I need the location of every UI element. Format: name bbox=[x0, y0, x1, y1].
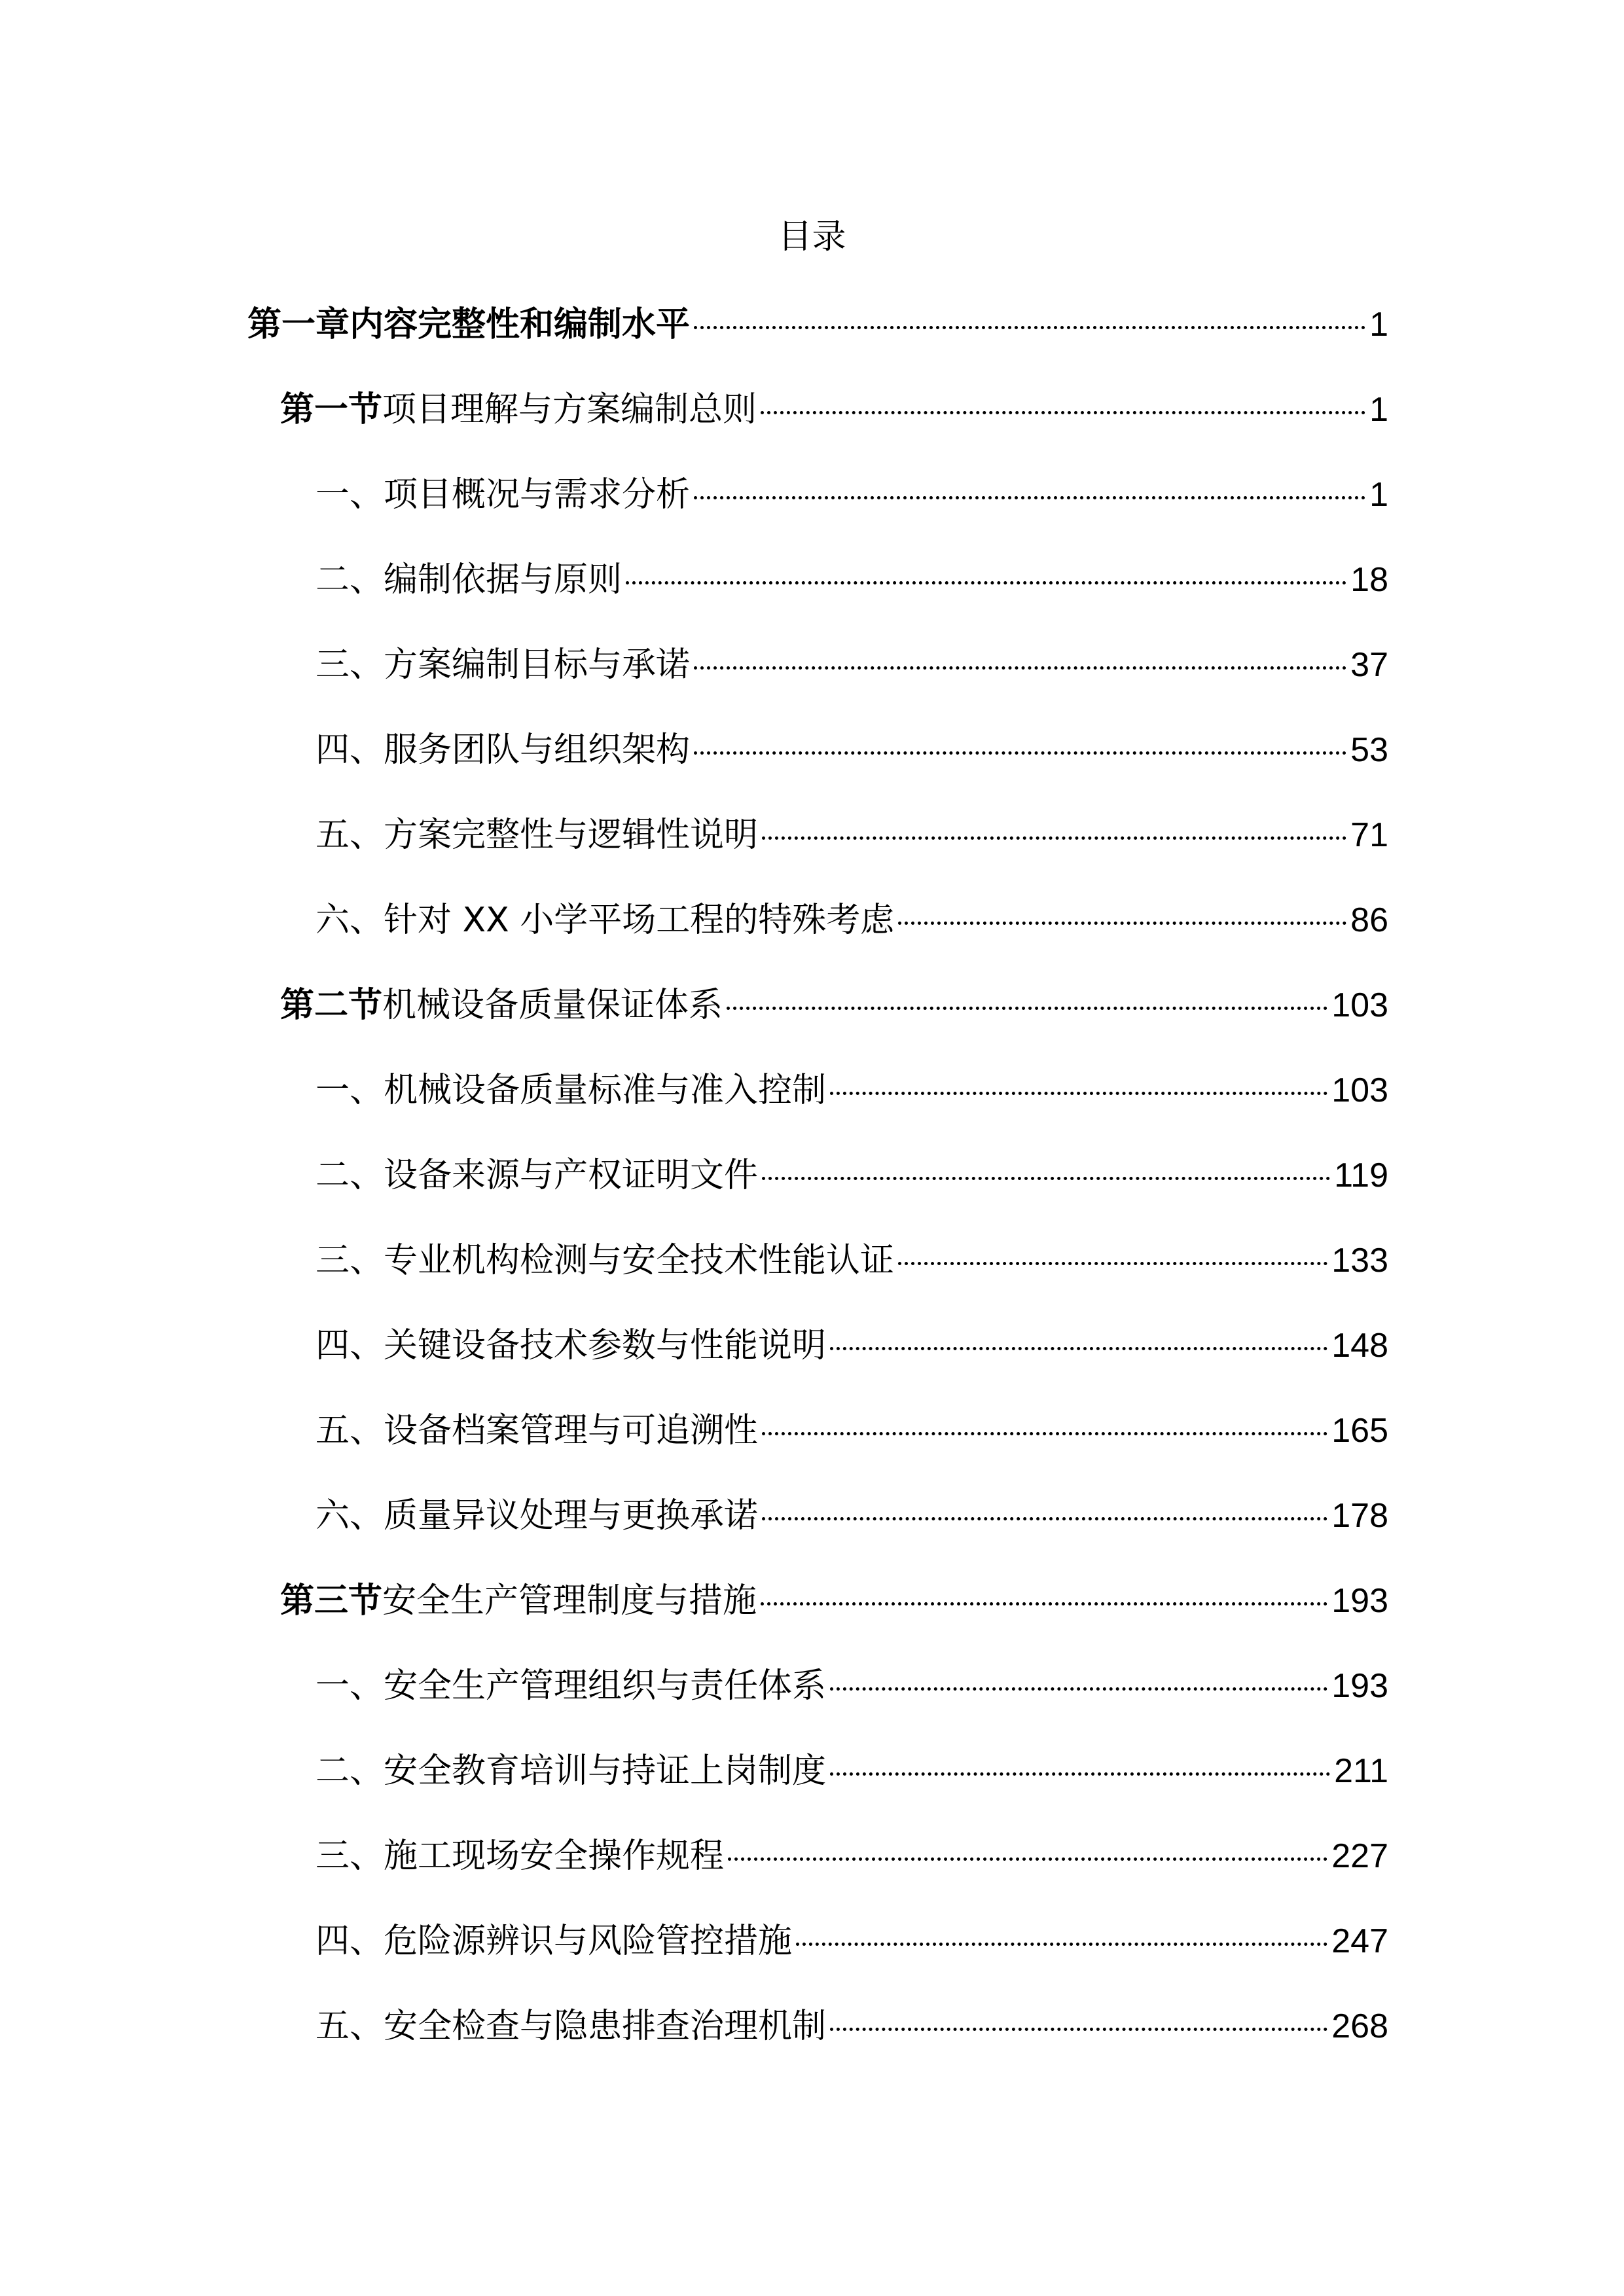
toc-page-number: 1 bbox=[1369, 476, 1388, 514]
toc-entry[interactable] bbox=[316, 1741, 1388, 1801]
toc-entry[interactable] bbox=[316, 1486, 1388, 1546]
toc-entry-title: 四、关键设备技术参数与性能说明 bbox=[316, 1326, 827, 1365]
toc-entry-title: 一、机械设备质量标准与准入控制 bbox=[316, 1071, 827, 1110]
toc-section-prefix: 第一节 bbox=[280, 390, 383, 429]
toc-entry[interactable] bbox=[316, 465, 1388, 525]
toc-page-number: 148 bbox=[1331, 1327, 1388, 1365]
toc-dot-leader bbox=[694, 496, 1365, 499]
toc-entry[interactable] bbox=[316, 1911, 1388, 1971]
toc-dot-leader bbox=[626, 581, 1346, 584]
toc-dot-leader bbox=[761, 411, 1365, 414]
toc-entry-title: 六、质量异议处理与更换承诺 bbox=[316, 1496, 759, 1535]
toc-page-number: 18 bbox=[1350, 561, 1388, 599]
toc-dot-leader bbox=[762, 836, 1346, 840]
toc-entry[interactable] bbox=[316, 1316, 1388, 1376]
toc-dot-leader bbox=[694, 326, 1365, 329]
toc-entry[interactable] bbox=[316, 890, 1388, 950]
toc-page-number: 193 bbox=[1331, 1667, 1388, 1705]
toc-entry-title: 安全生产管理制度与措施 bbox=[382, 1581, 757, 1621]
toc-page-number: 178 bbox=[1331, 1497, 1388, 1535]
toc-dot-leader bbox=[830, 1772, 1330, 1776]
toc-page-number: 247 bbox=[1331, 1922, 1388, 1960]
toc-entry-title: 五、安全检查与隐患排查治理机制 bbox=[316, 2007, 827, 2046]
toc-dot-leader bbox=[830, 2028, 1327, 2031]
toc-section-prefix: 第二节 bbox=[280, 986, 383, 1025]
toc-entry-title: 三、专业机构检测与安全技术性能认证 bbox=[316, 1241, 895, 1280]
toc-entry-title: 五、设备档案管理与可追溯性 bbox=[316, 1411, 759, 1450]
toc-entry-section-1[interactable] bbox=[280, 380, 1388, 440]
toc-dot-leader bbox=[694, 666, 1346, 670]
toc-entry-title: 五、方案完整性与逻辑性说明 bbox=[316, 816, 759, 855]
toc-entry-title: 机械设备质量保证体系 bbox=[382, 986, 723, 1025]
toc-page-number: 53 bbox=[1350, 731, 1388, 769]
toc-dot-leader bbox=[830, 1347, 1327, 1350]
toc-entry[interactable] bbox=[316, 805, 1388, 865]
toc-page-number: 1 bbox=[1369, 306, 1388, 344]
toc-entry-title: 项目理解与方案编制总则 bbox=[382, 390, 757, 429]
toc-page-number: 103 bbox=[1331, 986, 1388, 1024]
toc-entry-title: 二、安全教育培训与持证上岗制度 bbox=[316, 1751, 827, 1791]
toc-dot-leader bbox=[796, 1943, 1327, 1946]
toc-entry[interactable] bbox=[316, 1230, 1388, 1291]
toc-entry-section-3[interactable] bbox=[280, 1571, 1388, 1631]
toc-page-number: 165 bbox=[1331, 1412, 1388, 1450]
toc-entry-title: 二、编制依据与原则 bbox=[316, 560, 623, 600]
toc-page-number: 133 bbox=[1331, 1242, 1388, 1280]
toc-page-number: 37 bbox=[1350, 646, 1388, 684]
toc-entry-title: 六、针对 XX 小学平场工程的特殊考虑 bbox=[316, 901, 895, 940]
toc-entry-section-2[interactable] bbox=[280, 975, 1388, 1035]
toc-entry[interactable] bbox=[316, 1401, 1388, 1461]
toc-entry[interactable] bbox=[316, 1060, 1388, 1121]
toc-entry-chapter-1[interactable] bbox=[247, 295, 1388, 355]
toc-entry-title: 二、设备来源与产权证明文件 bbox=[316, 1156, 759, 1195]
toc-entry[interactable] bbox=[316, 1826, 1388, 1886]
toc-dot-leader bbox=[830, 1687, 1327, 1691]
toc-page-number: 86 bbox=[1350, 901, 1388, 939]
toc-dot-leader bbox=[694, 751, 1346, 755]
toc-entry[interactable] bbox=[316, 550, 1388, 610]
toc-page-number: 71 bbox=[1350, 816, 1388, 854]
toc-dot-leader bbox=[898, 922, 1346, 925]
toc-dot-leader bbox=[762, 1517, 1327, 1520]
toc-page-number: 103 bbox=[1331, 1071, 1388, 1109]
toc-entry[interactable] bbox=[316, 1145, 1388, 1206]
toc-entry-title: 一、安全生产管理组织与责任体系 bbox=[316, 1666, 827, 1706]
toc-dot-leader bbox=[762, 1177, 1330, 1180]
toc-page-number: 1 bbox=[1369, 391, 1388, 429]
toc-dot-leader bbox=[728, 1857, 1327, 1861]
toc-entry-title: 一、项目概况与需求分析 bbox=[316, 475, 691, 514]
toc-entry-title: 四、危险源辨识与风险管控措施 bbox=[316, 1922, 793, 1961]
toc-dot-leader bbox=[727, 1007, 1327, 1010]
toc-page-number: 227 bbox=[1331, 1837, 1388, 1875]
toc-entry-title: 三、施工现场安全操作规程 bbox=[316, 1837, 725, 1876]
toc-dot-leader bbox=[898, 1262, 1327, 1265]
toc-entry[interactable] bbox=[316, 1656, 1388, 1716]
toc-dot-leader bbox=[762, 1432, 1327, 1435]
toc-section-prefix: 第三节 bbox=[280, 1581, 383, 1621]
toc-entry-title: 第一章内容完整性和编制水平 bbox=[247, 305, 691, 344]
toc-entry[interactable] bbox=[316, 1996, 1388, 2056]
toc-page-number: 211 bbox=[1334, 1752, 1388, 1790]
toc-page-number: 119 bbox=[1334, 1157, 1388, 1194]
toc-entry-title: 三、方案编制目标与承诺 bbox=[316, 645, 691, 685]
page-title: 目录 bbox=[778, 217, 846, 257]
toc-dot-leader bbox=[761, 1602, 1327, 1605]
toc-entry[interactable] bbox=[316, 635, 1388, 695]
toc-entry[interactable] bbox=[316, 720, 1388, 780]
toc-entry-title: 四、服务团队与组织架构 bbox=[316, 730, 691, 770]
toc-page-number: 193 bbox=[1331, 1582, 1388, 1620]
toc-page-number: 268 bbox=[1331, 2007, 1388, 2045]
toc-dot-leader bbox=[830, 1092, 1327, 1095]
